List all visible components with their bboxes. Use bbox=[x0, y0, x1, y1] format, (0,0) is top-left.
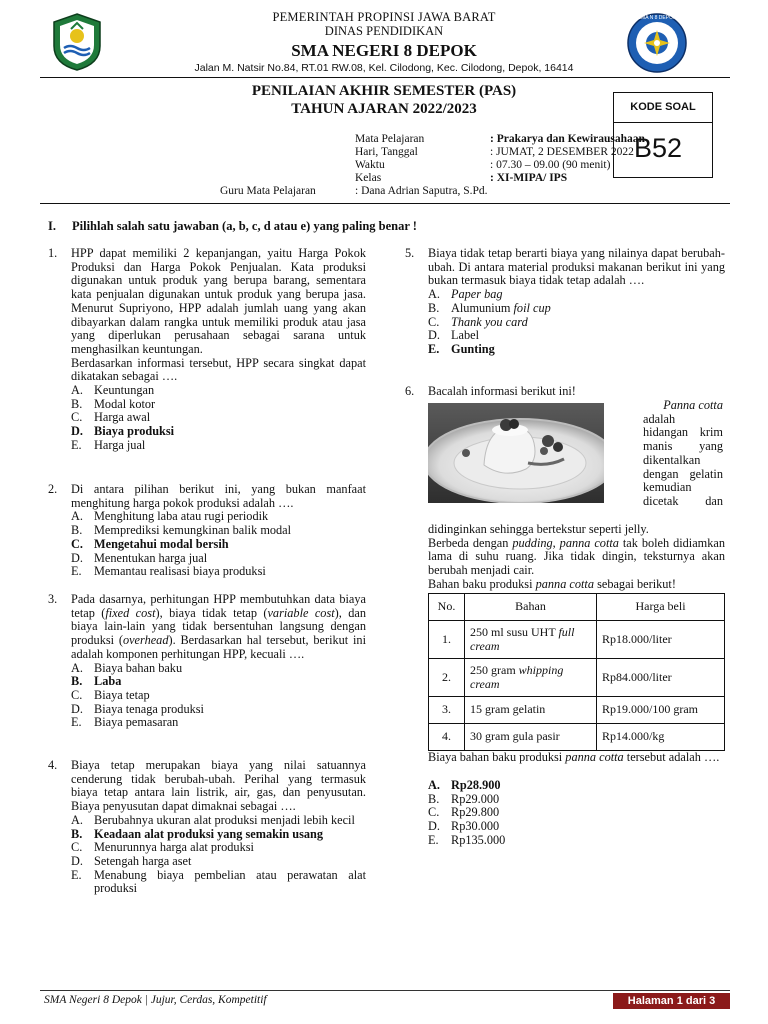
info-row-class bbox=[355, 172, 655, 185]
kode-soal-value: B52 bbox=[634, 133, 683, 163]
table-row: 1. 250 ml susu UHT full cream Rp18.000/liter bbox=[429, 621, 725, 659]
column-header: Bahan bbox=[465, 594, 597, 621]
title-divider bbox=[40, 203, 730, 204]
footer-divider bbox=[40, 990, 730, 991]
section-number: I. bbox=[48, 219, 56, 233]
info-value: : Prakarya dan Kewirausahaan bbox=[490, 133, 645, 145]
question-number: 3. bbox=[48, 592, 58, 606]
question-text: Pada dasarnya, perhitungan HPP membutuhkan data biaya tetap (fixed cost), biaya tidak tetap (variable cost), dan biaya lain-lain yang tidak bersentuhan langsung dengan produksi (overhead). Berdasarkan hal tersebut, berikut ini adalah komponen perhitungan HPP, kecuali …. bbox=[71, 592, 366, 661]
footer-text: SMA Negeri 8 Depok | Jujur, Cerdas, Kompetitif bbox=[44, 994, 267, 1006]
option-d[interactable]: D. Biaya produksi bbox=[71, 424, 175, 439]
question-text: didinginkan sehingga bertekstur seperti jelly. Berbeda dengan pudding, panna cotta tak boleh didiamkan lama di suhu ruang. Jika tidak dingin, teksturnya akan berubah menjadi cair. Bahan baku produksi panna cotta sebagai berikut! bbox=[428, 522, 725, 591]
option-d[interactable]: D. Biaya tenaga produksi bbox=[71, 701, 204, 716]
option-e[interactable]: E. Rp135.000 bbox=[428, 832, 506, 847]
question-number: 1. bbox=[48, 246, 58, 260]
question-prompt: Berdasarkan informasi tersebut, HPP secara singkat dapat dikatakan sebagai …. bbox=[71, 355, 366, 384]
question-6-options bbox=[428, 779, 725, 848]
info-row-time bbox=[355, 159, 655, 172]
option-c[interactable]: C. Mengetahui modal bersih bbox=[71, 536, 229, 551]
option-d[interactable]: D. Setengah harga aset bbox=[71, 853, 192, 868]
teacher-value: : Dana Adrian Saputra, S.Pd. bbox=[355, 185, 488, 197]
option-a[interactable]: A. Berubahnya ukuran alat produksi menjadi lebih kecil bbox=[71, 812, 355, 827]
kode-soal-label: KODE SOAL bbox=[614, 93, 712, 123]
question-text: Di antara pilihan berikut ini, yang bukan manfaat menghitung harga pokok produksi adalah …. bbox=[71, 482, 366, 510]
option-a[interactable]: A. Biaya bahan baku bbox=[71, 660, 183, 675]
question-text: Biaya tetap merupakan biaya yang nilai satuannya cenderung tidak berubah-ubah. Perihal yang termasuk biaya tetap antara lain listrik, air, gas, dan penyusutan. Biaya penyusutan dapat dimaknai sebagai …. bbox=[71, 758, 366, 814]
teacher-row bbox=[220, 185, 488, 198]
table-header-row bbox=[429, 594, 725, 621]
option-a[interactable]: A. Menghitung laba atau rugi periodik bbox=[71, 509, 269, 524]
option-b[interactable]: B. Keadaan alat produksi yang semakin usang bbox=[71, 826, 324, 841]
column-header: Harga beli bbox=[597, 594, 725, 621]
option-d[interactable]: D. Rp30.000 bbox=[428, 819, 500, 834]
question-number: 6. bbox=[405, 384, 415, 398]
option-c[interactable]: C. Rp29.800 bbox=[428, 805, 500, 820]
option-c[interactable]: C. Biaya tetap bbox=[71, 687, 150, 702]
info-row-subject bbox=[355, 133, 655, 146]
option-e[interactable]: E. Gunting bbox=[428, 341, 495, 356]
info-value: : JUMAT, 2 DESEMBER 2022 bbox=[490, 146, 634, 158]
option-a[interactable]: A. Keuntungan bbox=[71, 383, 155, 398]
info-value: : 07.30 – 09.00 (90 menit) bbox=[490, 159, 611, 171]
info-label: Kelas bbox=[355, 172, 382, 184]
page-badge: Halaman 1 dari 3 bbox=[613, 993, 730, 1009]
government-name: PEMERINTAH PROPINSI JAWA BARAT bbox=[272, 10, 496, 24]
option-c[interactable]: C. Menurunnya harga alat produksi bbox=[71, 840, 254, 855]
option-b[interactable]: B. Rp29.000 bbox=[428, 791, 500, 806]
table-row: 3. 15 gram gelatin Rp19.000/100 gram bbox=[429, 697, 725, 724]
question-number: 2. bbox=[48, 482, 58, 496]
info-value: : XI-MIPA/ IPS bbox=[490, 172, 568, 184]
column-header: No. bbox=[429, 594, 465, 621]
option-a[interactable]: A. Paper bag bbox=[428, 287, 503, 302]
table-row: 2. 250 gram whipping cream Rp84.000/liter bbox=[429, 659, 725, 697]
option-e[interactable]: E. Menabung biaya pembelian atau perawatan alat produksi bbox=[71, 867, 366, 896]
option-b[interactable]: B. Modal kotor bbox=[71, 396, 156, 411]
header-divider bbox=[40, 77, 730, 78]
exam-info bbox=[355, 133, 655, 185]
exam-title: PENILAIAN AKHIR SEMESTER (PAS) bbox=[251, 83, 517, 99]
option-a[interactable]: A. Rp28.900 bbox=[428, 778, 501, 792]
question-number: 5. bbox=[405, 246, 415, 260]
department-name: DINAS PENDIDIKAN bbox=[324, 24, 444, 38]
option-b[interactable]: B. Alumunium foil cup bbox=[428, 300, 551, 315]
question-text: Biaya tidak tetap berarti biaya yang nilainya dapat berubah-ubah. Di antara material produksi makanan berikut ini yang bukan termasuk biaya tidak tetap adalah …. bbox=[428, 246, 725, 288]
info-row-date bbox=[355, 146, 655, 159]
section-title: Pilihlah salah satu jawaban (a, b, c, d atau e) yang paling benar ! bbox=[72, 219, 417, 233]
option-e[interactable]: E. Harga jual bbox=[71, 437, 146, 452]
info-label: Hari, Tanggal bbox=[355, 146, 418, 158]
panna-cotta-photo bbox=[428, 403, 604, 503]
school-address: Jalan M. Natsir No.84, RT.01 RW.08, Kel. Cilodong, Kec. Cilodong, Depok, 16414 bbox=[194, 62, 574, 74]
option-e[interactable]: E. Memantau realisasi biaya produksi bbox=[71, 564, 266, 579]
option-c[interactable]: C. Thank you card bbox=[428, 314, 528, 329]
school-logo-text: SMA N 8 DEPOK bbox=[637, 15, 677, 21]
option-e[interactable]: E. Biaya pemasaran bbox=[71, 715, 179, 730]
exam-year: TAHUN AJARAN 2022/2023 bbox=[291, 101, 477, 117]
panna-cotta-side-text: Panna cotta adalah hidangan krim manis yang dikentalkan dengan gelatin kemudian dicetak dan bbox=[643, 398, 723, 508]
option-d[interactable]: D. Label bbox=[428, 328, 479, 343]
option-d[interactable]: D. Menentukan harga jual bbox=[71, 550, 208, 565]
school-name: SMA NEGERI 8 DEPOK bbox=[291, 41, 477, 60]
table-row: 4. 30 gram gula pasir Rp14.000/kg bbox=[429, 724, 725, 751]
option-b[interactable]: B. Memprediksi kemungkinan balik modal bbox=[71, 523, 292, 538]
option-c[interactable]: C. Harga awal bbox=[71, 410, 151, 425]
question-intro: Bacalah informasi berikut ini! bbox=[428, 384, 576, 398]
info-label: Waktu bbox=[355, 159, 385, 171]
info-label: Mata Pelajaran bbox=[355, 133, 425, 145]
question-number: 4. bbox=[48, 758, 58, 772]
question-text: HPP dapat memiliki 2 kepanjangan, yaitu Harga Pokok Produksi dan Harga Pokok Penjualan. Kata produksi digunakan untuk produk yang berupa barang, sementara kata penjualan digunakan untuk produk yang berupa jasa. Menurut Supriyono, HPP adalah jumlah uang yang akan dibayarkan dalam rangka untuk memiliki produk atau jasa yang diperlukan perusahaan sebagai sarana untuk menghasilkan keuntungan. bbox=[71, 246, 366, 356]
question-prompt: Biaya bahan baku produksi panna cotta tersebut adalah …. bbox=[428, 750, 720, 764]
option-b[interactable]: B. Laba bbox=[71, 674, 122, 689]
teacher-label: Guru Mata Pelajaran bbox=[220, 185, 316, 197]
ingredient-table bbox=[428, 593, 725, 751]
